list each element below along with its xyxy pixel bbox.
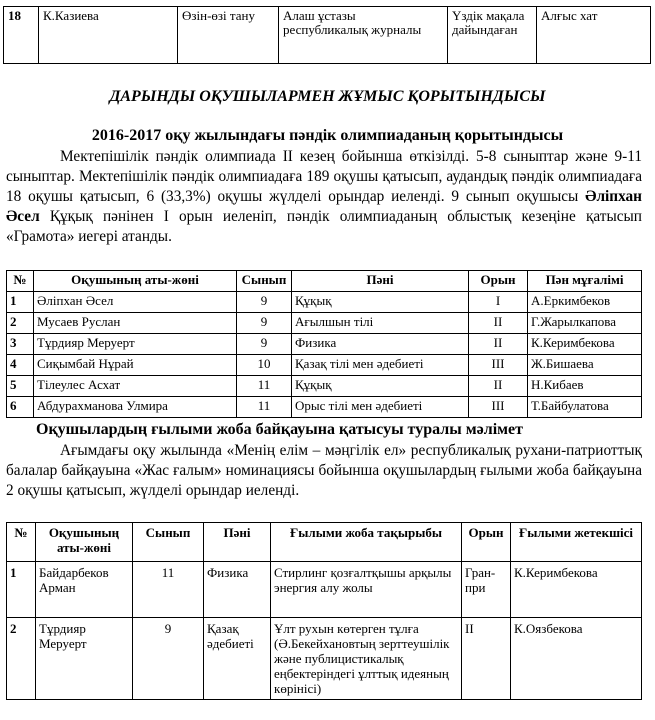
cell: І <box>469 292 528 313</box>
cell: Абдурахманова Улмира <box>34 397 237 418</box>
cell: Құқық <box>292 376 469 397</box>
table-row <box>4 7 651 64</box>
cell: ІІ <box>469 376 528 397</box>
olympiad-heading: 2016-2017 оқу жылындағы пәндік олимпиаданың қорытындысы <box>91 127 564 144</box>
cell: 10 <box>237 355 292 376</box>
cell: 9 <box>133 618 204 700</box>
col-header-teacher: Пән мұғалімі <box>528 271 642 292</box>
col-header-place: Орын <box>469 271 528 292</box>
cell: 9 <box>237 292 292 313</box>
cell: Ұлт рухын көтерген тұлға (Ә.Бекейхановтың зерттеушілік және публицистикалық еңбектеріндегі ұлттық идеяның көрінісі) <box>271 618 462 700</box>
paragraph-text: Мектепішілік пәндік олимпиада ІІ кезең бойынша өткізілді. 5-8 сыныптар және 9-11 сыныптар. Мектепішілік пәндік олимпиадаға 189 оқушы қатысып, аудандық пәндік олимпиадаға 18 оқушы қатысып, 6 (33,3%) оқушы жүлделі орындар иеленді. 9 сынып оқушысы <box>6 148 642 205</box>
cell: 11 <box>237 397 292 418</box>
cell: 2 <box>7 618 36 700</box>
table-row <box>7 562 642 618</box>
table-header-row <box>7 271 642 292</box>
olympiad-paragraph <box>6 147 642 247</box>
cell: Физика <box>292 334 469 355</box>
previous-table-last-row <box>3 6 651 64</box>
col-header-subject: Пәні <box>292 271 469 292</box>
cell: 6 <box>7 397 34 418</box>
col-header-supervisor: Ғылыми жетекшісі <box>511 523 642 562</box>
project-results-table <box>6 522 642 700</box>
table-header-row <box>7 523 642 562</box>
cell: Т.Байбулатова <box>528 397 642 418</box>
table-row <box>7 618 642 700</box>
cell: Қазақ тілі мен әдебиеті <box>292 355 469 376</box>
col-header-number: № <box>7 271 34 292</box>
cell: Тұрдияр Меруерт <box>34 334 237 355</box>
col-header-student: Оқушының аты-жөні <box>36 523 133 562</box>
paragraph-text: Құқық пәнінен І орын иеленіп, пәндік олимпиаданың облыстық кезеңіне қатысып «Грамота» иегері атанды. <box>6 208 642 245</box>
cell: 9 <box>237 313 292 334</box>
cell: Сиқымбай Нұрай <box>34 355 237 376</box>
cell: Қазақ әдебиеті <box>204 618 271 700</box>
col-header-place: Орын <box>462 523 511 562</box>
table-row <box>7 334 642 355</box>
cell: А.Еркимбеков <box>528 292 642 313</box>
cell: 2 <box>7 313 34 334</box>
cell: К.Керимбекова <box>528 334 642 355</box>
project-paragraph: Ағымдағы оқу жылында «Менің елім – мәңгілік ел» республикалық рухани-патриоттық балалар байқауына «Жас ғалым» номинациясы бойынша оқушылардың ғылыми жоба байқауына 2 оқушы қатысып, жүлделі орындар иеленді. <box>6 442 642 499</box>
cell: Ағылшын тілі <box>292 313 469 334</box>
award: Алғыс хат <box>537 7 651 64</box>
cell: Әліпхан Әсел <box>34 292 237 313</box>
cell: Г.Жарылкапова <box>528 313 642 334</box>
table-row <box>7 376 642 397</box>
cell: Мусаев Руслан <box>34 313 237 334</box>
cell: Құқық <box>292 292 469 313</box>
cell: Тілеулес Асхат <box>34 376 237 397</box>
cell: К.Оязбекова <box>511 618 642 700</box>
achievement: Үздік мақала дайындаған <box>448 7 537 64</box>
cell: 3 <box>7 334 34 355</box>
col-header-student: Оқушының аты-жөні <box>34 271 237 292</box>
subject: Өзін-өзі тану <box>178 7 279 64</box>
cell: Гран-при <box>462 562 511 618</box>
col-header-number: № <box>7 523 36 562</box>
table-row <box>7 313 642 334</box>
cell: К.Керимбекова <box>511 562 642 618</box>
col-header-subject: Пәні <box>204 523 271 562</box>
col-header-grade: Сынып <box>133 523 204 562</box>
cell: ІІІ <box>469 397 528 418</box>
section-title: ДАРЫНДЫ ОҚУШЫЛАРМЕН ЖҰМЫС ҚОРЫТЫНДЫСЫ <box>109 88 546 105</box>
col-header-grade: Сынып <box>237 271 292 292</box>
cell: 11 <box>237 376 292 397</box>
cell: 11 <box>133 562 204 618</box>
col-header-topic: Ғылыми жоба тақырыбы <box>271 523 462 562</box>
cell: 1 <box>7 292 34 313</box>
cell: 4 <box>7 355 34 376</box>
table-row <box>7 355 642 376</box>
cell: Ж.Бишаева <box>528 355 642 376</box>
teacher-name: К.Казиева <box>39 7 178 64</box>
table-row <box>7 292 642 313</box>
cell: Н.Кибаев <box>528 376 642 397</box>
cell: Физика <box>204 562 271 618</box>
cell: 1 <box>7 562 36 618</box>
project-heading: Оқушылардың ғылыми жоба байқауына қатысуы туралы мәлімет <box>36 421 523 438</box>
table-row <box>7 397 642 418</box>
cell: ІІ <box>469 313 528 334</box>
winner-name: Әліпхан Әсел <box>6 188 642 225</box>
cell: ІІ <box>469 334 528 355</box>
cell: 9 <box>237 334 292 355</box>
cell: Тұрдияр Меруерт <box>36 618 133 700</box>
row-number: 18 <box>4 7 39 64</box>
journal: Алаш ұстазы республикалық журналы <box>279 7 448 64</box>
cell: ІІ <box>462 618 511 700</box>
cell: 5 <box>7 376 34 397</box>
cell: ІІІ <box>469 355 528 376</box>
cell: Байдарбеков Арман <box>36 562 133 618</box>
olympiad-results-table <box>6 270 642 418</box>
cell: Стирлинг қозғалтқышы арқылы энергия алу жолы <box>271 562 462 618</box>
cell: Орыс тілі мен әдебиеті <box>292 397 469 418</box>
